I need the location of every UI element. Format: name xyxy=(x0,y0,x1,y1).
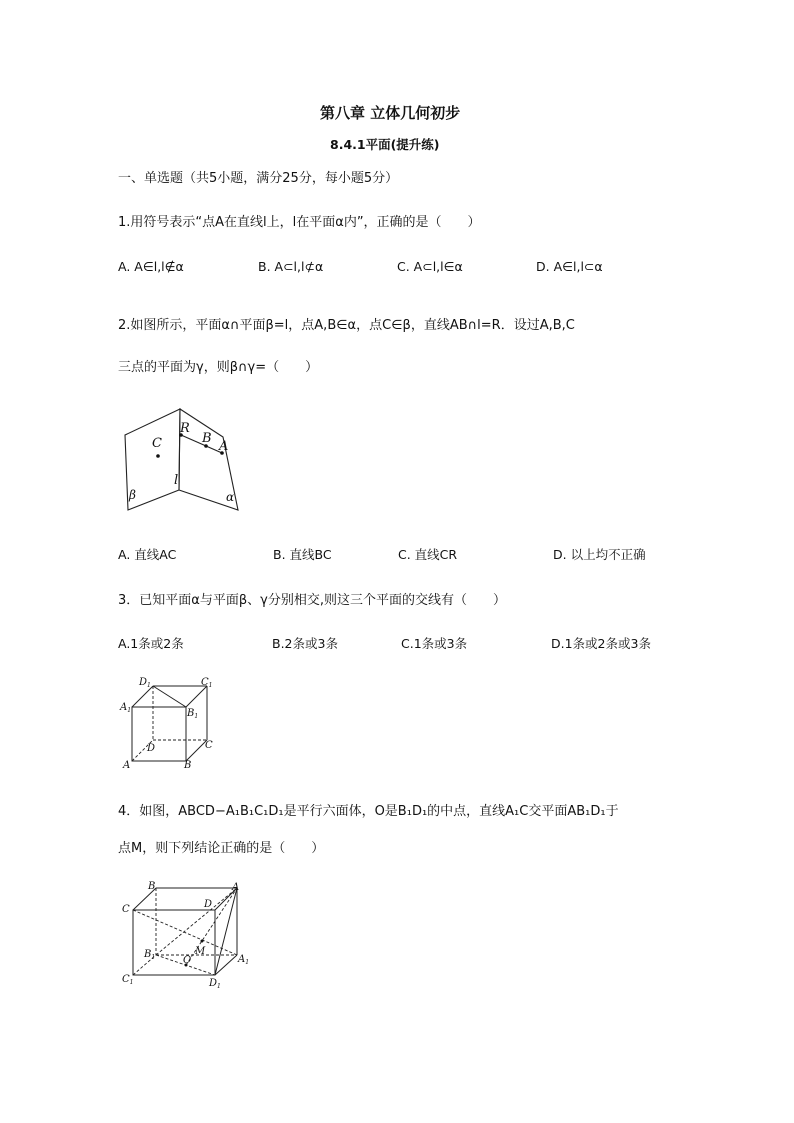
page-subtitle: 8.4.1平面(提升练) xyxy=(330,137,440,152)
q1-option-d: D. A∈l,l⊂α xyxy=(536,259,603,274)
q1-option-b: B. A⊂l,l⊄α xyxy=(258,259,324,274)
label-R: R xyxy=(180,421,190,436)
question-2-line-1: 2.如图所示，平面α∩平面β=l，点A,B∈α，点C∈β，直线AB∩l=R．设过A,B,C xyxy=(118,318,575,333)
label-C1: $C_1$ xyxy=(122,974,134,986)
label-A1: $A_1$ xyxy=(120,702,132,714)
q3-option-d: D.1条或2条或3条 xyxy=(551,636,651,651)
question-1-stem: 1.用符号表示“点A在直线l上，l在平面α内”，正确的是（ ） xyxy=(118,215,481,230)
label-C1: $C_1$ xyxy=(201,677,213,689)
page-title: 第八章 立体几何初步 xyxy=(320,104,461,122)
label-D1: $D_1$ xyxy=(139,677,151,689)
label-A1: $A_1$ xyxy=(238,954,250,966)
front-face xyxy=(133,910,215,975)
label-D1: $D_1$ xyxy=(209,978,221,990)
label-beta: β xyxy=(129,488,136,502)
label-B: B xyxy=(148,881,156,892)
q2-figure xyxy=(118,402,248,517)
label-B1: $B_1$ xyxy=(187,708,199,720)
question-2-line-2: 三点的平面为γ，则β∩γ=（ ） xyxy=(118,360,319,375)
label-l: l xyxy=(174,473,179,488)
q4-parallelepiped-figure xyxy=(118,880,258,992)
point-C xyxy=(156,454,160,458)
q1-option-c: C. A⊂l,l∈α xyxy=(397,259,463,274)
q2-option-b: B. 直线BC xyxy=(273,547,332,562)
label-A: A xyxy=(219,439,229,454)
q2-option-c: C. 直线CR xyxy=(398,547,458,562)
label-O: O xyxy=(183,955,192,966)
label-B: B xyxy=(184,760,192,771)
label-A: A xyxy=(232,882,240,893)
point-M xyxy=(201,940,204,943)
section-heading: 一、单选题（共5小题，满分25分，每小题5分） xyxy=(118,171,399,186)
label-B: B xyxy=(202,431,212,446)
question-4-line-2: 点M，则下列结论正确的是（ ） xyxy=(118,841,325,856)
question-4-line-1: 4．如图，ABCD−A₁B₁C₁D₁是平行六面体，O是B₁D₁的中点，直线A₁C交平面AB₁D₁于 xyxy=(118,804,619,819)
q3-option-c: C.1条或3条 xyxy=(401,636,468,651)
question-3-stem: 3．已知平面α与平面β、γ分别相交,则这三个平面的交线有（ ） xyxy=(118,593,506,608)
label-D: D xyxy=(204,899,213,910)
q3-cube-figure xyxy=(118,674,218,774)
label-D: D xyxy=(147,743,156,754)
q2-option-d: D. 以上均不正确 xyxy=(553,547,646,562)
label-C: C xyxy=(205,740,213,751)
label-A: A xyxy=(123,760,131,771)
q3-option-b: B.2条或3条 xyxy=(272,636,338,651)
label-C: C xyxy=(122,904,130,915)
q1-option-a: A. A∈l,l∉α xyxy=(118,259,184,274)
label-B1: $B_1$ xyxy=(144,949,156,961)
q3-option-a: A.1条或2条 xyxy=(118,636,184,651)
label-alpha: α xyxy=(226,490,235,504)
q2-option-a: A. 直线AC xyxy=(118,547,177,562)
label-C: C xyxy=(152,436,162,451)
label-M: M xyxy=(195,946,206,957)
